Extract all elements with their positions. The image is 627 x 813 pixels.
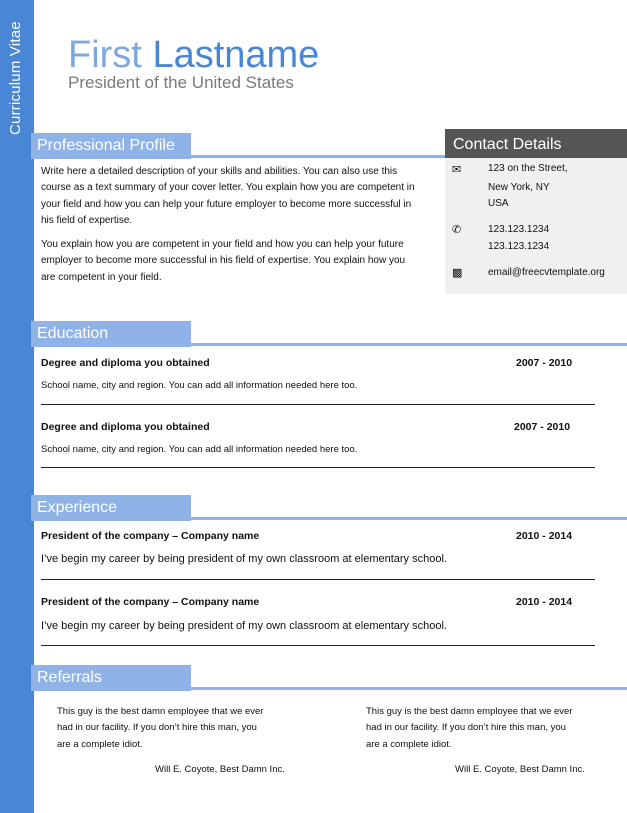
experience-divider-1: [41, 579, 595, 580]
referral-quote-1: This guy is the best damn employee that we ever had in our facility. If you don’t hire this man, you are a complete idiot.: [57, 706, 264, 750]
first-name: First: [68, 34, 142, 76]
referral-author-1: Will E. Coyote, Best Damn Inc.: [155, 764, 285, 775]
contact-heading: Contact Details: [445, 129, 627, 158]
education-desc-2: School name, city and region. You can add all information needed here too.: [41, 444, 358, 455]
referral-quote-2: This guy is the best damn employee that we ever had in our facility. If you don’t hire this man, you are a complete idiot.: [366, 706, 573, 750]
profile-paragraph-2: You explain how you are competent in your field and how you can help your future employer to become more successful in his field of expertise. You explain how you are competent in your field.: [41, 239, 406, 283]
job-title: President of the United States: [68, 73, 294, 92]
last-name: Lastname: [152, 34, 320, 76]
experience-date-1: 2010 - 2014: [516, 530, 573, 542]
email-icon: ▩: [452, 267, 463, 279]
full-name: [68, 34, 319, 76]
referral-author-2: Will E. Coyote, Best Damn Inc.: [455, 764, 585, 775]
experience-date-2: 2010 - 2014: [516, 596, 573, 608]
address-line-2: New York, NY: [488, 182, 550, 193]
education-heading: Education: [31, 321, 191, 347]
email-address[interactable]: email@freecvtemplate.org: [488, 267, 605, 278]
experience-desc-1: I’ve begin my career by being president of my own classroom at elementary school.: [41, 553, 447, 565]
experience-heading: Experience: [31, 495, 191, 521]
profile-heading: Professional Profile: [31, 133, 191, 159]
phone-2: 123.123.1234: [488, 241, 550, 252]
education-divider-2: [41, 467, 595, 468]
referrals-heading: Referrals: [31, 665, 191, 691]
address-line-1: 123 on the Street,: [488, 163, 568, 174]
address-line-3: USA: [488, 198, 509, 209]
phone-icon: ✆: [452, 224, 462, 236]
education-title-1: Degree and diploma you obtained: [41, 357, 210, 369]
education-date-2: 2007 - 2010: [514, 421, 571, 433]
education-title-2: Degree and diploma you obtained: [41, 421, 210, 433]
profile-paragraph-1: Write here a detailed description of your skills and abilities. You can also use this course as a text summary of your cover letter. You explain how you are competent in your field and how you can help your future employer to become more successful in his field of expertise.: [41, 166, 415, 226]
education-divider-1: [41, 404, 595, 405]
education-date-1: 2007 - 2010: [516, 357, 573, 369]
experience-title-2: President of the company – Company name: [41, 596, 260, 608]
education-desc-1: School name, city and region. You can add all information needed here too.: [41, 380, 358, 391]
contact-panel: [445, 129, 627, 294]
experience-title-1: President of the company – Company name: [41, 530, 260, 542]
phone-1: 123.123.1234: [488, 224, 550, 235]
sidebar-label: Curriculum Vitae: [7, 21, 24, 135]
mail-icon: ✉: [452, 164, 462, 176]
experience-desc-2: I’ve begin my career by being president of my own classroom at elementary school.: [41, 620, 447, 632]
experience-divider-2: [41, 645, 595, 646]
